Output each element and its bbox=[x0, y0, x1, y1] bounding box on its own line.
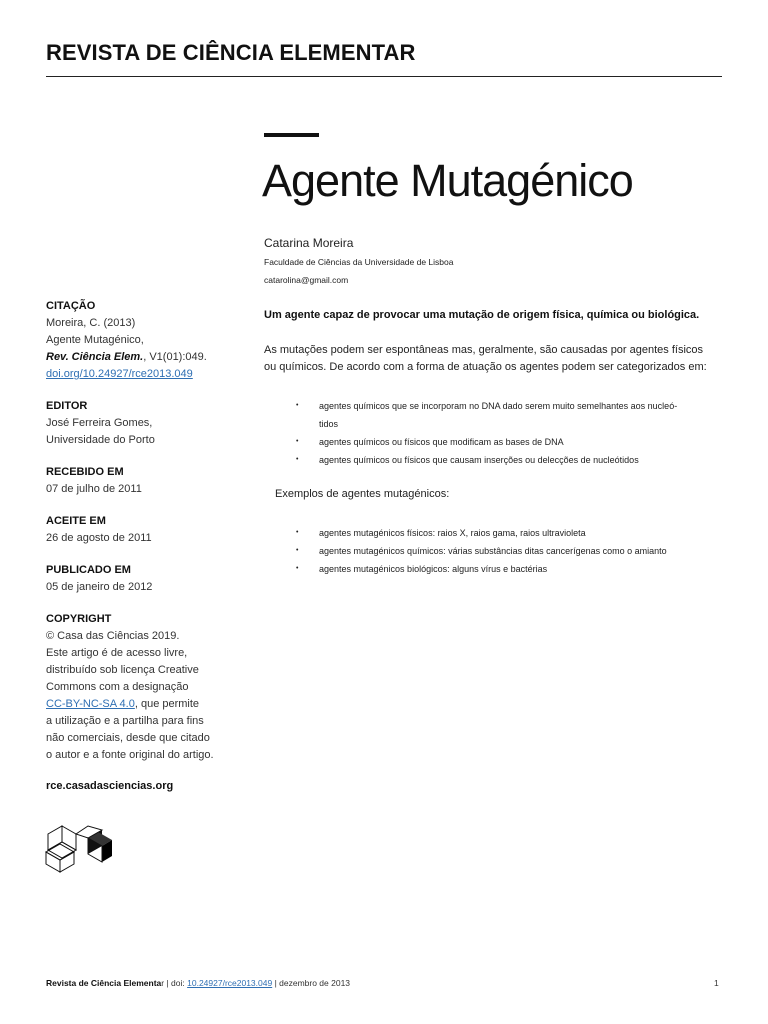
list-item bbox=[296, 451, 736, 469]
editor-heading: EDITOR bbox=[46, 400, 88, 412]
paragraph-line: As mutações podem ser espontâneas mas, geralmente, são causadas por agentes físicos bbox=[264, 344, 704, 356]
copyright-line: Commons com a designação bbox=[46, 681, 189, 693]
citation-journal: Rev. Ciência Elem. bbox=[46, 351, 144, 363]
examples-heading: Exemplos de agentes mutagénicos: bbox=[275, 488, 450, 500]
copyright-heading: COPYRIGHT bbox=[46, 613, 112, 625]
received-block bbox=[46, 464, 236, 498]
copyright-block bbox=[46, 611, 236, 764]
copyright-line: a utilização e a partilha para fins bbox=[46, 715, 204, 727]
list-item bbox=[296, 524, 736, 542]
editor-institution: Universidade do Porto bbox=[46, 434, 155, 446]
page-footer bbox=[46, 978, 350, 988]
list-item-text: agentes químicos que se incorporam no DNA dado serem muito semelhantes aos nucleó- bbox=[319, 401, 678, 411]
list-item bbox=[296, 397, 736, 433]
accepted-date: 26 de agosto de 2011 bbox=[46, 532, 152, 544]
list-item-text: agentes químicos ou físicos que modificam as bases de DNA bbox=[319, 437, 564, 447]
copyright-line: Este artigo é de acesso livre, bbox=[46, 647, 188, 659]
examples-list bbox=[296, 524, 736, 578]
published-heading: PUBLICADO EM bbox=[46, 564, 131, 576]
footer-doi-label: | doi: bbox=[164, 978, 188, 988]
author-email[interactable]: catarolina@gmail.com bbox=[264, 275, 349, 285]
author-affiliation: Faculdade de Ciências da Universidade de Lisboa bbox=[264, 257, 454, 267]
citation-heading: CITAÇÃO bbox=[46, 300, 96, 312]
published-date: 05 de janeiro de 2012 bbox=[46, 581, 153, 593]
received-heading: RECEBIDO EM bbox=[46, 466, 124, 478]
list-item-text: agentes mutagénicos químicos: várias substâncias ditas cancerígenas como o amianto bbox=[319, 546, 667, 556]
copyright-line: , que permite bbox=[134, 698, 200, 710]
license-link[interactable]: CC-BY-NC-SA 4.0 bbox=[46, 698, 135, 710]
footer-date: | dezembro de 2013 bbox=[272, 978, 351, 988]
paragraph-line: ou químicos. De acordo com a forma de atuação os agentes podem ser categorizados em: bbox=[264, 361, 707, 373]
list-item-text: agentes mutagénicos físicos: raios X, raios gama, raios ultravioleta bbox=[319, 528, 586, 538]
article-sidebar bbox=[46, 298, 236, 795]
citation-journal-line bbox=[46, 349, 236, 366]
citation-block bbox=[46, 298, 236, 383]
list-item-text: tidos bbox=[319, 419, 339, 429]
casa-das-ciencias-logo-icon bbox=[44, 822, 116, 874]
article-lead: Um agente capaz de provocar uma mutação de origem física, química ou biológica. bbox=[264, 309, 700, 321]
citation-line: Agente Mutagénico, bbox=[46, 334, 144, 346]
copyright-line: © Casa das Ciências 2019. bbox=[46, 630, 180, 642]
footer-journal: Revista de Ciência Elementa bbox=[46, 978, 162, 988]
title-accent-bar bbox=[264, 133, 319, 137]
editor-block bbox=[46, 398, 236, 449]
list-item bbox=[296, 542, 736, 560]
author-name: Catarina Moreira bbox=[264, 236, 354, 250]
accepted-heading: ACEITE EM bbox=[46, 515, 106, 527]
copyright-line: distribuído sob licença Creative bbox=[46, 664, 199, 676]
published-block bbox=[46, 562, 236, 596]
journal-title: REVISTA DE CIÊNCIA ELEMENTAR bbox=[46, 40, 416, 65]
article-paragraph bbox=[264, 342, 734, 376]
copyright-license-line bbox=[46, 696, 236, 713]
list-item-text: agentes químicos ou físicos que causam inserções ou delecções de nucleótidos bbox=[319, 455, 639, 465]
site-url[interactable]: rce.casadasciencias.org bbox=[46, 780, 174, 792]
page-number: 1 bbox=[714, 978, 719, 988]
citation-doi-link[interactable]: doi.org/10.24927/rce2013.049 bbox=[46, 368, 193, 380]
article-title: Agente Mutagénico bbox=[262, 155, 633, 206]
copyright-line: o autor e a fonte original do artigo. bbox=[46, 749, 214, 761]
citation-volume: , V1(01):049. bbox=[143, 351, 207, 363]
received-date: 07 de julho de 2011 bbox=[46, 483, 142, 495]
footer-doi-link[interactable]: 10.24927/rce2013.049 bbox=[187, 978, 273, 988]
citation-line: Moreira, C. (2013) bbox=[46, 317, 136, 329]
list-item bbox=[296, 433, 736, 451]
list-item-text: agentes mutagénicos biológicos: alguns vírus e bactérias bbox=[319, 564, 548, 574]
agent-categories-list bbox=[296, 397, 736, 469]
footer-journal-tail: r bbox=[161, 978, 165, 988]
editor-name: José Ferreira Gomes, bbox=[46, 417, 153, 429]
accepted-block bbox=[46, 513, 236, 547]
list-item bbox=[296, 560, 736, 578]
copyright-line: não comerciais, desde que citado bbox=[46, 732, 210, 744]
header-divider bbox=[46, 76, 722, 77]
